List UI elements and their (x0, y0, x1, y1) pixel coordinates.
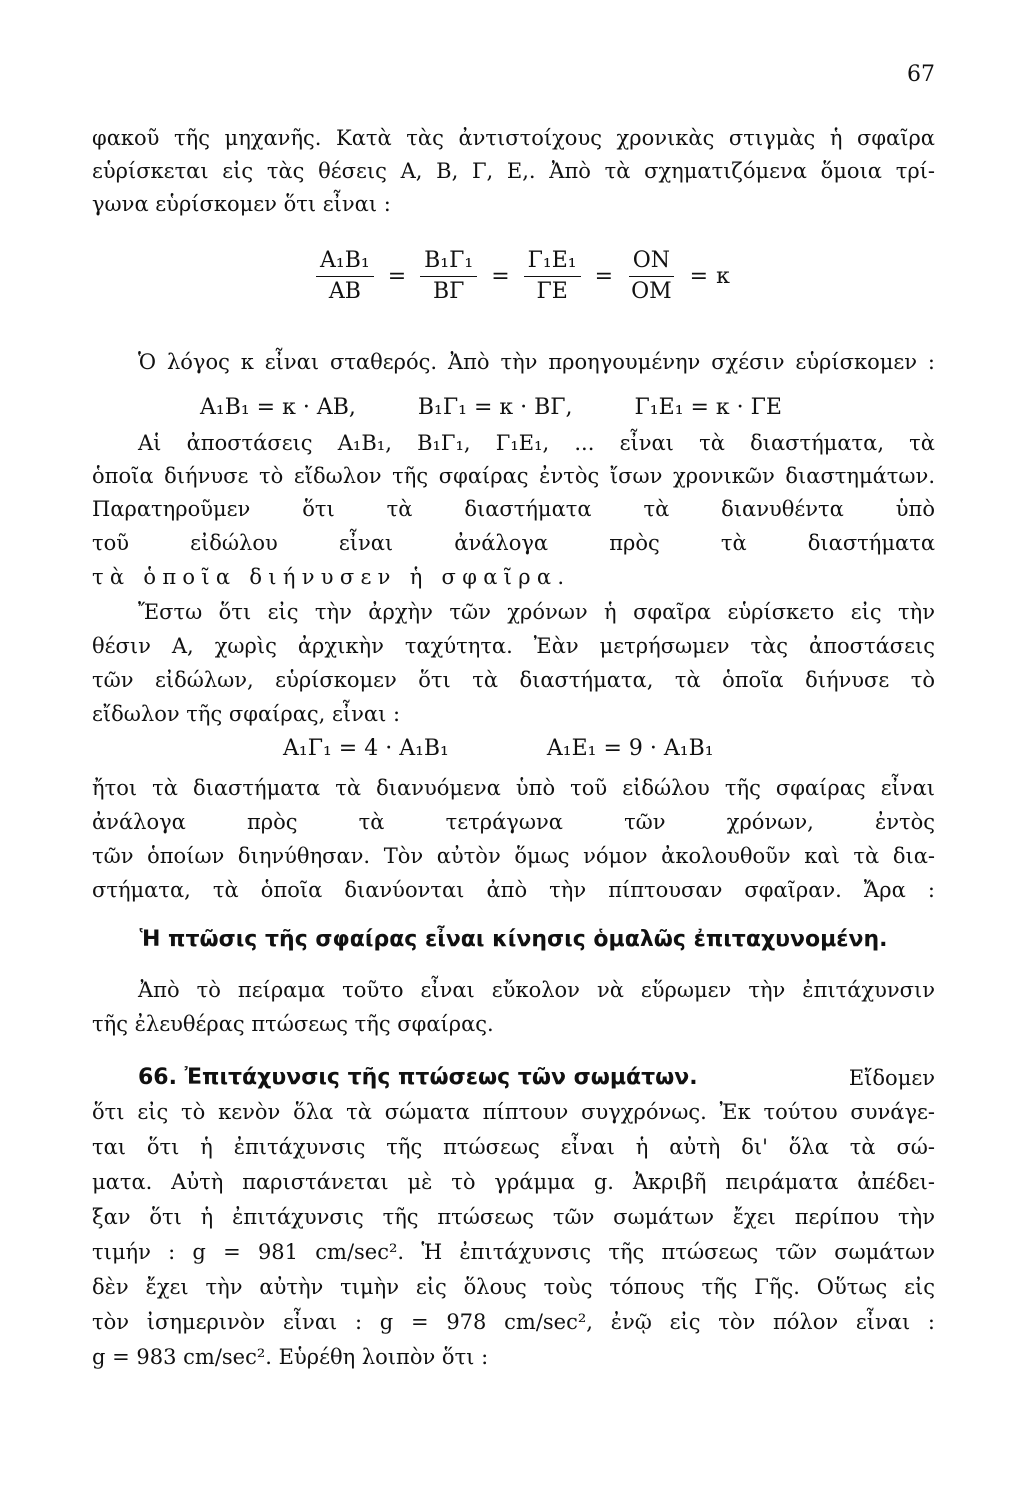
text-line: τὸν ἰσημερινὸν εἶναι : g = 978 cm/sec², ἐνῷ εἰς τὸν πόλον εἶναι : (92, 1310, 935, 1334)
section-heading: 66. Ἐπιτάχυνσις τῆς πτώσεως τῶν σωμάτων. (138, 1065, 698, 1090)
bold-statement: Ἡ πτῶσις τῆς σφαίρας εἶναι κίνησις ὁμαλῶς ἐπιταχυνομένη. (139, 927, 888, 952)
text-line: εὑρίσκεται εἰς τὰς θέσεις Α, Β, Γ, Ε,. Ἀπὸ τὰ σχηματιζόμενα ὅμοια τρί- (92, 159, 935, 183)
denominator: ΒΓ (432, 279, 465, 304)
numerator: ΟΝ (629, 248, 674, 277)
text-line: ξαν ὅτι ἡ ἐπιτάχυνσις τῆς πτώσεως τῶν σωμάτων ἔχει περίπου τὴν (92, 1205, 935, 1229)
equals-sign: = (387, 264, 407, 289)
fraction (524, 248, 581, 305)
text-line: τῶν ὁποίων διηνύθησαν. Τὸν αὐτὸν ὅμως νόμον ἀκολουθοῦν καὶ τὰ δια- (92, 844, 935, 868)
fraction (627, 248, 676, 305)
relation: Β₁Γ₁ = κ · ΒΓ, (417, 395, 573, 420)
text-line: γωνα εὑρίσκομεν ὅτι εἶναι : (92, 192, 391, 216)
fraction (316, 248, 374, 305)
text-line: Ἔστω ὅτι εἰς τὴν ἀρχὴν τῶν χρόνων ἡ σφαῖρα εὑρίσκετο εἰς τὴν (138, 600, 935, 624)
text-line: ὁποῖα διήνυσε τὸ εἴδωλον τῆς σφαίρας ἐντὸς ἴσων χρονικῶν διαστημάτων. (92, 464, 935, 488)
text-line: ὅτι εἰς τὸ κενὸν ὅλα τὰ σώματα πίπτουν συγχρόνως. Ἐκ τούτου συνάγε- (92, 1100, 935, 1124)
relation: Α₁Γ₁ = 4 · Α₁Β₁ (283, 736, 449, 761)
fraction (420, 248, 477, 305)
text-line: στήματα, τὰ ὁποῖα διανύονται ἀπὸ τὴν πίπτουσαν σφαῖραν. Ἄρα : (92, 878, 935, 902)
denominator: ΓΕ (536, 279, 568, 304)
equals-sign: = (491, 264, 510, 289)
text-line: τὰ ὁποῖα διήνυσεν ἡ σφαῖρα. (92, 565, 571, 589)
text-line: τῆς ἐλευθέρας πτώσεως τῆς σφαίρας. (92, 1012, 494, 1036)
text-line: εἴδωλον τῆς σφαίρας, εἶναι : (92, 702, 401, 726)
ratio-constant: κ (716, 264, 730, 289)
text-line: Παρατηροῦμεν ὅτι τὰ διαστήματα τὰ διανυθέντα ὑπὸ (92, 497, 935, 521)
numerator: Γ₁Ε₁ (524, 248, 581, 277)
page-number: 67 (907, 62, 935, 87)
equals-sign: = (689, 264, 709, 289)
text-line: τιμήν : g = 981 cm/sec². Ἡ ἐπιτάχυνσις τῆς πτώσεως τῶν σωμάτων (92, 1240, 935, 1264)
ratio-equation (310, 248, 730, 305)
text-line: g = 983 cm/sec². Εὑρέθη λοιπὸν ὅτι : (92, 1345, 489, 1369)
relations-row (200, 395, 782, 420)
text-line: Αἱ ἀποστάσεις Α₁Β₁, Β₁Γ₁, Γ₁Ε₁, ... εἶναι τὰ διαστήματα, τὰ (138, 431, 935, 455)
text-line: ἤτοι τὰ διαστήματα τὰ διανυόμενα ὑπὸ τοῦ εἰδώλου τῆς σφαίρας εἶναι (92, 776, 935, 800)
relation: Α₁Ε₁ = 9 · Α₁Β₁ (546, 736, 714, 761)
text-line: δὲν ἔχει τὴν αὐτὴν τιμὴν εἰς ὅλους τοὺς τόπους τῆς Γῆς. Οὕτως εἰς (92, 1275, 935, 1299)
relation: Γ₁Ε₁ = κ · ΓΕ (634, 395, 782, 420)
text-line: ἀνάλογα πρὸς τὰ τετράγωνα τῶν χρόνων, ἐντὸς (92, 810, 935, 834)
text-line: ται ὅτι ἡ ἐπιτάχυνσις τῆς πτώσεως εἶναι ἡ αὐτὴ δι' ὅλα τὰ σώ- (92, 1135, 935, 1159)
text-line: φακοῦ τῆς μηχανῆς. Κατὰ τὰς ἀντιστοίχους χρονικὰς στιγμὰς ἡ σφαῖρα (92, 126, 935, 150)
text-line: Ὁ λόγος κ εἶναι σταθερός. Ἀπὸ τὴν προηγουμένην σχέσιν εὑρίσκομεν : (138, 350, 935, 374)
text-line: τῶν εἰδώλων, εὑρίσκομεν ὅτι τὰ διαστήματα, τὰ ὁποῖα διήνυσε τὸ (92, 668, 935, 692)
numerator: Β₁Γ₁ (420, 248, 477, 277)
text-line: Ἀπὸ τὸ πείραμα τοῦτο εἶναι εὔκολον νὰ εὕρωμεν τὴν ἐπιτάχυνσιν (138, 978, 935, 1002)
relation: Α₁Β₁ = κ · ΑΒ, (200, 395, 356, 420)
text-fragment: Εἴδομεν (848, 1066, 935, 1090)
denominator: ΑΒ (328, 279, 361, 304)
denominator: ΟΜ (631, 279, 672, 304)
text-line: ματα. Αὐτὴ παριστάνεται μὲ τὸ γράμμα g. Ἀκριβῆ πειράματα ἀπέδει- (92, 1170, 935, 1194)
numerator: Α₁Β₁ (316, 248, 374, 277)
section-heading-line (92, 1062, 935, 1094)
text-line: θέσιν Α, χωρὶς ἀρχικὴν ταχύτητα. Ἐὰν μετρήσωμεν τὰς ἀποστάσεις (92, 634, 935, 658)
equals-sign: = (594, 264, 614, 289)
relations-row (283, 736, 714, 761)
text-line: τοῦ εἰδώλου εἶναι ἀνάλογα πρὸς τὰ διαστήματα (92, 531, 935, 555)
